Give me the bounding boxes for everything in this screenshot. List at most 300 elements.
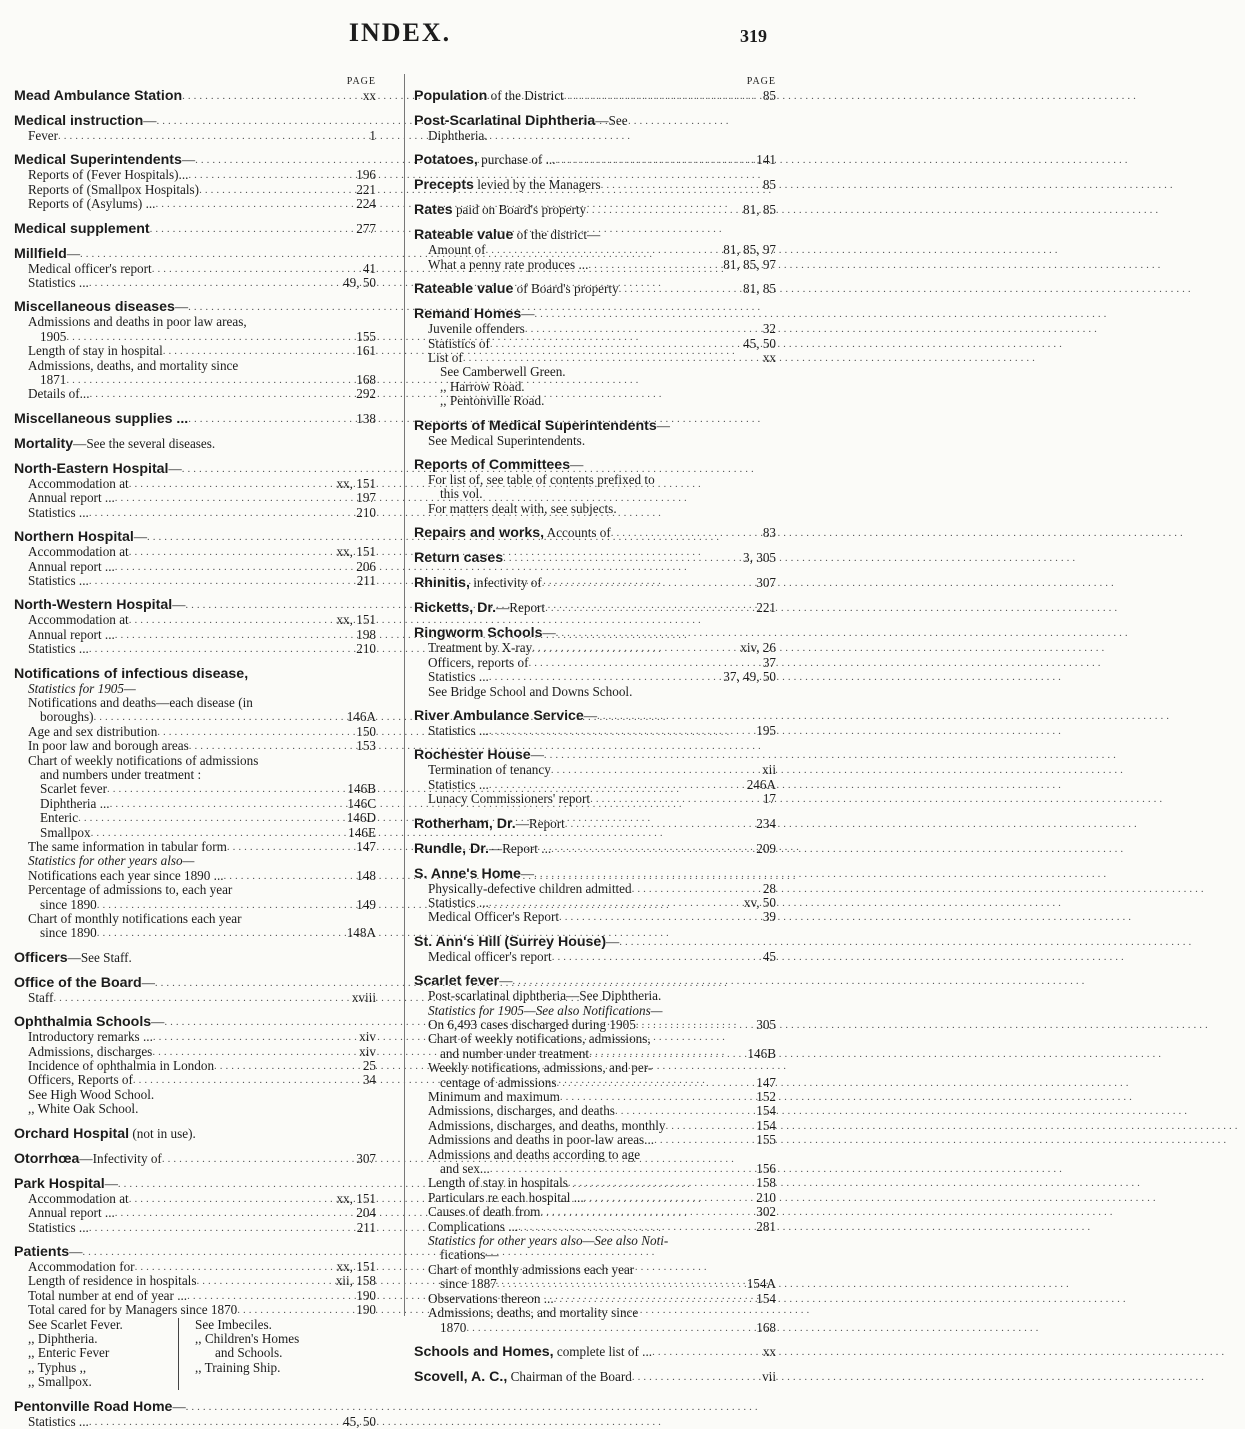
heading-note: —Infectivity of bbox=[79, 1150, 162, 1166]
index-entry bbox=[414, 1076, 776, 1090]
index-entry bbox=[414, 1119, 776, 1133]
leader-dots bbox=[552, 950, 736, 964]
heading-note: — bbox=[570, 457, 584, 473]
entry-text: Statistics ... bbox=[28, 275, 89, 291]
entry-text: Medical officer's report bbox=[428, 948, 552, 964]
entry-text: and numbers under treatment : bbox=[40, 766, 202, 782]
heading-term: Medical supplement bbox=[14, 220, 150, 237]
leader-dots bbox=[568, 1176, 736, 1190]
page-reference: 141 bbox=[756, 152, 776, 168]
index-entry bbox=[14, 854, 376, 868]
leader-dots bbox=[91, 826, 336, 840]
leader-dots bbox=[551, 763, 736, 777]
leader-dots bbox=[53, 991, 336, 1005]
page-reference: 146B bbox=[747, 1045, 776, 1061]
leader-dots bbox=[525, 322, 736, 336]
leader-dots bbox=[118, 1176, 336, 1192]
heading-term: Miscellaneous diseases bbox=[14, 299, 175, 316]
entry-text: See Camberwell Green. bbox=[440, 364, 566, 380]
page-reference: xv, 50 bbox=[743, 894, 776, 910]
heading-note: — bbox=[521, 306, 535, 322]
entry-text: Accommodation for bbox=[28, 1258, 135, 1274]
index-heading bbox=[414, 600, 776, 616]
heading-term: Post-Scarlatinal Diphtheria bbox=[414, 113, 596, 129]
heading-note: —Report bbox=[496, 600, 546, 616]
entry-text: For list of, see table of contents prefixed to bbox=[428, 472, 655, 488]
entry-text: Scarlet fever bbox=[40, 781, 107, 797]
entry-text: ,, Pentonville Road. bbox=[440, 393, 545, 409]
index-entry bbox=[414, 1205, 776, 1219]
index-entry bbox=[14, 811, 376, 825]
index-heading bbox=[414, 973, 776, 989]
index-entry bbox=[414, 641, 776, 655]
see-also-item: See Scarlet Fever. bbox=[28, 1316, 123, 1332]
leader-dots bbox=[82, 1244, 336, 1260]
heading-term: Rotherham, Dr. bbox=[414, 815, 516, 832]
leader-dots bbox=[186, 1399, 336, 1415]
heading-note: —See bbox=[595, 113, 628, 128]
entry-text: Length of stay in hospitals bbox=[428, 1175, 568, 1191]
page-reference: 211 bbox=[356, 572, 376, 588]
page-reference: 302 bbox=[756, 1204, 776, 1220]
index-entry bbox=[14, 1073, 376, 1087]
leader-dots bbox=[528, 656, 736, 670]
page-reference: xx, 151 bbox=[336, 1190, 376, 1206]
page-reference: xx, 151 bbox=[336, 612, 376, 628]
page-reference: 146D bbox=[346, 810, 376, 826]
leader-dots bbox=[58, 129, 336, 143]
index-entry bbox=[14, 1088, 376, 1102]
entry-text: ,, White Oak School. bbox=[28, 1101, 139, 1117]
leader-dots bbox=[466, 1321, 736, 1335]
leader-dots bbox=[90, 387, 336, 401]
index-entry bbox=[414, 243, 776, 257]
index-entry bbox=[14, 710, 376, 724]
heading-term: North-Eastern Hospital bbox=[14, 460, 169, 477]
page-reference: 149 bbox=[356, 896, 376, 912]
page-reference: 210 bbox=[356, 504, 376, 520]
index-heading bbox=[414, 202, 776, 218]
index-entry bbox=[14, 1221, 376, 1235]
leader-dots bbox=[110, 797, 336, 811]
leader-dots bbox=[80, 246, 336, 262]
index-entry bbox=[14, 276, 376, 290]
index-heading bbox=[414, 747, 776, 763]
heading-note: — bbox=[656, 417, 670, 433]
index-entry bbox=[414, 1090, 776, 1104]
page-reference: 37 bbox=[762, 654, 776, 670]
entry-text: Length of stay in hospital bbox=[28, 343, 163, 359]
entry-text: Observations thereon ... bbox=[428, 1290, 554, 1306]
index-entry bbox=[414, 1047, 776, 1061]
entry-text: Medical officer's report bbox=[28, 260, 152, 276]
entry-text: List of bbox=[428, 350, 463, 366]
leader-dots bbox=[619, 281, 736, 297]
index-entry bbox=[414, 778, 776, 792]
page-reference: 209 bbox=[756, 840, 776, 856]
index-heading bbox=[14, 246, 376, 262]
entry-text: Physically-defective children admitted bbox=[428, 880, 632, 896]
leader-dots bbox=[199, 183, 336, 197]
heading-term: Reports of Medical Superintendents bbox=[414, 417, 657, 434]
leader-dots bbox=[560, 1090, 736, 1104]
heading-term: Ophthalmia Schools bbox=[14, 1014, 152, 1031]
leader-dots bbox=[636, 1018, 736, 1032]
leader-dots bbox=[188, 299, 336, 315]
heading-term: Northern Hospital bbox=[14, 529, 134, 546]
heading-note: — bbox=[172, 597, 186, 613]
heading-note: — bbox=[174, 299, 189, 315]
page-reference: xiv bbox=[359, 1029, 376, 1045]
index-heading bbox=[14, 1176, 376, 1192]
leader-dots bbox=[512, 973, 736, 989]
heading-note: — bbox=[181, 152, 196, 168]
index-heading bbox=[414, 575, 776, 591]
page-reference: 37, 49, 50 bbox=[723, 669, 776, 685]
entry-text: Admissions and deaths in poor law areas, bbox=[28, 314, 247, 330]
entry-text: Annual report ... bbox=[28, 558, 115, 574]
leader-dots bbox=[619, 934, 736, 950]
page-reference: 28 bbox=[762, 880, 776, 896]
index-entry bbox=[14, 129, 376, 143]
page-reference: 210 bbox=[756, 1189, 776, 1205]
page-reference: xx, 151 bbox=[336, 544, 376, 560]
heading-term: Ricketts, Dr. bbox=[414, 600, 497, 617]
leader-dots bbox=[89, 276, 336, 290]
leader-dots bbox=[611, 525, 736, 541]
leader-dots bbox=[164, 1014, 336, 1030]
heading-term: Millfield bbox=[14, 245, 67, 262]
leader-dots bbox=[189, 739, 336, 753]
page-reference: 81, 85 bbox=[743, 202, 776, 218]
entry-text: 1870 bbox=[440, 1319, 467, 1335]
heading-note: infectivity of bbox=[469, 575, 542, 591]
heading-note: purchase of ... bbox=[477, 152, 556, 168]
see-also-item: ,, Enteric Fever bbox=[28, 1345, 110, 1361]
page-reference: 198 bbox=[356, 626, 376, 642]
page-reference: 147 bbox=[756, 1074, 776, 1090]
heading-note: — bbox=[542, 625, 556, 641]
heading-note: Accounts of bbox=[544, 525, 611, 541]
page-reference: 168 bbox=[756, 1319, 776, 1335]
entry-text: Annual report ... bbox=[28, 1205, 115, 1221]
index-entry bbox=[414, 1176, 776, 1190]
see-also-item: ,, Typhus ,, bbox=[28, 1359, 87, 1375]
entry-text: Minimum and maximum bbox=[428, 1089, 560, 1104]
leader-dots bbox=[227, 840, 336, 854]
page-reference: 81, 85, 97 bbox=[723, 256, 776, 272]
heading-term: Mead Ambulance Station bbox=[14, 88, 183, 104]
leader-dots bbox=[489, 778, 736, 792]
index-entry bbox=[14, 869, 376, 883]
index-entry bbox=[14, 826, 376, 840]
page-reference: 45, 50 bbox=[743, 335, 776, 351]
page-reference: 85 bbox=[762, 177, 776, 193]
index-entry bbox=[414, 950, 776, 964]
index-entry bbox=[414, 502, 776, 516]
index-entry bbox=[14, 477, 376, 491]
entry-text: Statistics for other years also— bbox=[28, 853, 195, 869]
leader-dots bbox=[187, 1289, 336, 1303]
index-heading bbox=[414, 227, 776, 243]
heading-term: Ringworm Schools bbox=[414, 625, 543, 642]
entry-text: Admissions, deaths, and mortality since bbox=[428, 1305, 639, 1321]
leader-dots bbox=[182, 461, 336, 477]
index-heading bbox=[14, 299, 376, 315]
index-heading bbox=[414, 866, 776, 882]
entry-text: Amount of bbox=[428, 242, 486, 258]
leader-dots bbox=[115, 628, 336, 642]
index-entry bbox=[14, 387, 376, 401]
page-reference: xiv bbox=[359, 1043, 376, 1059]
heading-term: Rochester House bbox=[414, 747, 531, 764]
leader-dots bbox=[540, 1205, 736, 1219]
index-entry bbox=[414, 1018, 776, 1032]
index-entry bbox=[14, 262, 376, 276]
page-reference: xx, 151 bbox=[336, 1258, 376, 1274]
entry-text: Reports of (Smallpox Hospitals) bbox=[28, 181, 200, 197]
entry-text: In poor law and borough areas bbox=[28, 738, 189, 754]
page-reference: 154 bbox=[756, 1117, 776, 1133]
page-reference: 150 bbox=[356, 723, 376, 739]
page-reference: 154A bbox=[746, 1276, 776, 1292]
heading-term: Miscellaneous supplies ... bbox=[14, 410, 189, 427]
page-reference: 49, 50 bbox=[343, 275, 376, 291]
page-reference: 190 bbox=[356, 1302, 376, 1318]
heading-note: levied by the Managers bbox=[473, 177, 601, 193]
page-reference: 146A bbox=[346, 709, 376, 725]
entry-text: Length of residence in hospitals bbox=[28, 1273, 197, 1289]
entry-text: Enteric bbox=[40, 810, 79, 826]
heading-term: Office of the Board bbox=[14, 974, 142, 991]
page-reference: 32 bbox=[762, 321, 776, 337]
index-entry bbox=[414, 365, 776, 379]
entry-text: The same information in tabular form bbox=[28, 839, 227, 854]
leader-dots bbox=[185, 597, 336, 613]
entry-text: Statistics ... bbox=[428, 776, 489, 792]
index-heading bbox=[414, 934, 776, 950]
index-heading bbox=[414, 88, 776, 104]
page-reference: 138 bbox=[356, 410, 376, 426]
page-reference: 17 bbox=[762, 791, 776, 807]
heading-term: Repairs and works, bbox=[414, 525, 545, 542]
leader-dots bbox=[556, 625, 736, 641]
page-reference: xx bbox=[762, 350, 776, 366]
heading-term: Park Hospital bbox=[14, 1175, 105, 1192]
index-heading bbox=[14, 1014, 376, 1030]
index-entry bbox=[414, 1306, 776, 1320]
heading-term: Notifications of infectious disease, bbox=[14, 665, 249, 682]
index-entry bbox=[414, 337, 776, 351]
leader-dots bbox=[559, 910, 736, 924]
index-entry bbox=[414, 989, 776, 1003]
entry-text: 1905 bbox=[40, 328, 67, 344]
leader-dots bbox=[490, 337, 736, 351]
leader-dots bbox=[564, 88, 736, 104]
index-entry bbox=[14, 739, 376, 753]
page-reference: 85 bbox=[762, 88, 776, 103]
index-entry bbox=[14, 344, 376, 358]
leader-dots bbox=[152, 1045, 336, 1059]
page-reference: 146C bbox=[347, 795, 376, 811]
leader-dots bbox=[156, 113, 336, 129]
entry-text: Post-scarlatinal diphtheria—See Diphtheria. bbox=[428, 988, 662, 1004]
leader-dots bbox=[115, 1206, 336, 1220]
leader-dots bbox=[155, 975, 336, 991]
heading-note: of the district— bbox=[513, 227, 601, 243]
heading-term: Return cases bbox=[414, 550, 504, 567]
leader-dots bbox=[150, 221, 336, 237]
page-reference: 45, 50 bbox=[343, 1413, 376, 1429]
heading-term: Remand Homes bbox=[414, 306, 522, 323]
index-entry bbox=[414, 763, 776, 777]
index-entry bbox=[14, 682, 376, 696]
page-reference: 221 bbox=[756, 600, 776, 616]
index-entry bbox=[414, 1277, 776, 1291]
leader-dots bbox=[115, 491, 336, 505]
leader-dots bbox=[545, 600, 736, 616]
entry-text: centage of admissions bbox=[440, 1074, 557, 1090]
heading-term: Rundle, Dr. bbox=[414, 840, 489, 857]
leader-dots bbox=[89, 1221, 336, 1235]
leader-dots bbox=[93, 710, 336, 724]
page-reference: 81, 85 bbox=[743, 281, 776, 297]
leader-dots bbox=[195, 152, 336, 168]
entry-text: Juvenile offenders bbox=[428, 321, 525, 337]
entry-text: Chart of weekly notifications, admissions, bbox=[428, 1031, 651, 1047]
heading-term: Otorrhœa bbox=[14, 1150, 80, 1167]
leader-dots bbox=[497, 1277, 736, 1291]
page-reference: xx bbox=[762, 1343, 776, 1359]
heading-term: Scarlet fever bbox=[414, 973, 500, 990]
index-heading bbox=[414, 152, 776, 168]
index-heading bbox=[14, 221, 376, 237]
leader-dots bbox=[147, 529, 336, 545]
heading-note: — bbox=[530, 747, 544, 763]
page-reference: 307 bbox=[356, 1150, 376, 1166]
index-entry bbox=[414, 394, 776, 408]
index-entry bbox=[414, 882, 776, 896]
heading-term: North-Western Hospital bbox=[14, 597, 173, 614]
leader-dots bbox=[224, 869, 336, 883]
index-heading bbox=[14, 975, 376, 991]
heading-term: Medical instruction bbox=[14, 113, 144, 129]
index-heading bbox=[414, 525, 776, 541]
heading-note: —See Staff. bbox=[67, 949, 132, 965]
leader-dots bbox=[551, 841, 736, 857]
leader-dots bbox=[97, 898, 336, 912]
index-entry bbox=[14, 754, 376, 768]
heading-note: — bbox=[141, 974, 155, 990]
page-reference: 25 bbox=[362, 1058, 376, 1074]
page-reference: 196 bbox=[356, 167, 376, 183]
index-heading bbox=[14, 1126, 376, 1142]
page-reference: 154 bbox=[756, 1103, 776, 1119]
page-reference: xx bbox=[362, 88, 376, 103]
page-reference: xviii bbox=[351, 989, 376, 1005]
leader-dots bbox=[542, 575, 736, 591]
index-heading bbox=[14, 152, 376, 168]
index-entry bbox=[414, 380, 776, 394]
index-entry bbox=[14, 330, 376, 344]
index-entry bbox=[414, 1162, 776, 1176]
page-reference: xiv, 26 bbox=[740, 640, 776, 656]
leader-dots bbox=[554, 1292, 736, 1306]
leader-dots bbox=[665, 1119, 736, 1133]
page-reference: 154 bbox=[756, 1290, 776, 1306]
leader-dots bbox=[129, 545, 335, 559]
heading-term: Mortality bbox=[14, 435, 74, 452]
index-entry bbox=[14, 1059, 376, 1073]
entry-text: Notifications and deaths—each disease (in bbox=[28, 694, 253, 710]
entry-text: Annual report ... bbox=[28, 490, 115, 506]
index-heading bbox=[14, 1244, 376, 1260]
page-reference: 221 bbox=[356, 181, 376, 197]
index-entry bbox=[14, 1274, 376, 1288]
index-entry bbox=[14, 628, 376, 642]
index-entry bbox=[414, 685, 776, 699]
page-reference: 155 bbox=[356, 328, 376, 344]
page-reference: 195 bbox=[756, 722, 776, 738]
see-also-block bbox=[14, 1318, 376, 1390]
index-entry bbox=[14, 315, 376, 329]
page-reference: 224 bbox=[356, 196, 376, 212]
page-reference: 3, 305 bbox=[743, 550, 776, 566]
index-entry bbox=[14, 183, 376, 197]
page-reference: vii bbox=[762, 1368, 776, 1384]
index-entry bbox=[14, 1030, 376, 1044]
page-reference: 146E bbox=[348, 824, 376, 840]
page-reference: xx, 151 bbox=[336, 475, 376, 491]
heading-term: Scovell, A. C., bbox=[414, 1368, 508, 1385]
index-heading bbox=[14, 950, 376, 966]
page-reference: 39 bbox=[762, 909, 776, 925]
heading-note: — bbox=[133, 529, 147, 545]
page-reference: 81, 85, 97 bbox=[723, 242, 776, 258]
entry-text: ,, Harrow Road. bbox=[440, 378, 525, 394]
entry-text: Statistics ... bbox=[28, 504, 89, 520]
heading-term: Potatoes, bbox=[414, 152, 478, 169]
leader-dots bbox=[590, 792, 736, 806]
page-reference: 210 bbox=[356, 641, 376, 657]
index-heading bbox=[14, 411, 376, 427]
index-entry bbox=[14, 574, 376, 588]
heading-note: of Board's property bbox=[513, 281, 619, 297]
index-entry bbox=[414, 1148, 776, 1162]
entry-text: Admissions and deaths in poor-law areas... bbox=[428, 1132, 655, 1148]
page-reference: 197 bbox=[356, 490, 376, 506]
index-heading bbox=[14, 113, 376, 129]
entry-text: Statistics ... bbox=[28, 572, 89, 588]
entry-text: See High Wood School. bbox=[28, 1086, 155, 1102]
index-entry bbox=[414, 1248, 776, 1262]
page-reference: 305 bbox=[756, 1016, 776, 1032]
heading-term: Medical Superintendents bbox=[14, 152, 182, 169]
entry-text: Complications ... bbox=[428, 1218, 519, 1234]
index-entry bbox=[14, 359, 376, 373]
leader-dots bbox=[565, 816, 736, 832]
leader-dots bbox=[584, 1191, 736, 1205]
heading-note: — bbox=[66, 245, 80, 261]
leader-dots bbox=[182, 88, 336, 104]
leader-dots bbox=[588, 258, 721, 272]
index-heading bbox=[14, 1151, 376, 1167]
entry-text: On 6,493 cases discharged during 1905 bbox=[428, 1016, 636, 1032]
index-heading bbox=[414, 1344, 776, 1360]
page-reference: 292 bbox=[356, 386, 376, 402]
entry-text: Accommodation at bbox=[28, 544, 129, 560]
leader-dots bbox=[556, 1076, 736, 1090]
